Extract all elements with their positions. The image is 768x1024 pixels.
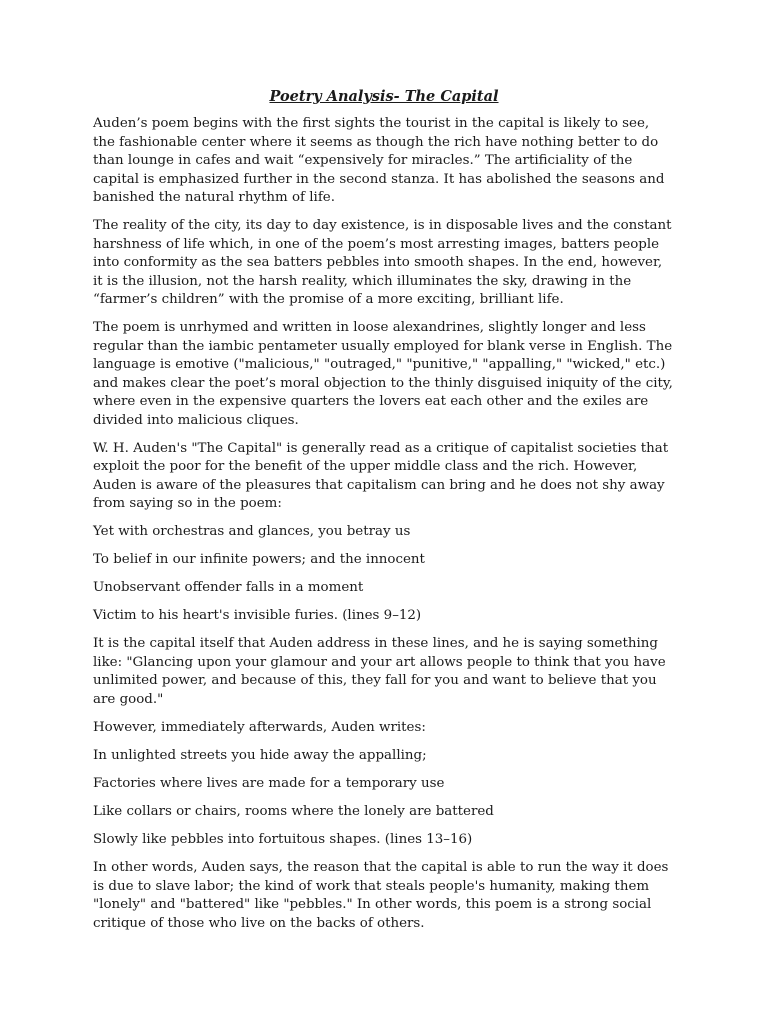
quote-line: Factories where lives are made for a temporary use — [93, 775, 445, 791]
quote-line: Unobservant offender falls in a moment — [93, 580, 364, 596]
quote-line: Victim to his heart's invisible furies. (lines 9–12) — [93, 608, 422, 624]
quote-line: Like collars or chairs, rooms where the lonely are battered — [93, 803, 494, 819]
quote-line: Slowly like pebbles into fortuitous shapes. (lines 13–16) — [93, 832, 473, 847]
paragraph-critique: W. H. Auden's "The Capital" is generally read as a critique of capitalist societies that exploit the poor for the benefit of the upper middle class and the rich. However, Auden is aware of the pleasures that capitalism can bring and he does not shy away from saying so in the poem: — [93, 440, 669, 512]
transition-line: However, immediately afterwards, Auden writes: — [93, 719, 426, 735]
quote-line: In unlighted streets you hide away the appalling; — [93, 747, 427, 763]
paragraph-form: The poem is unrhymed and written in loose alexandrines, slightly longer and less regular than the iambic pentameter usually employed for blank verse in English. The language is emotive ("malicious," "outraged," "punitive," "appalling," "wicked," etc.) and makes clear the poet’s moral objection to the thinly disguised iniquity of the city, where even in the expensive quarters the lovers eat each other and the exiles are divided into malicious cliques. — [93, 319, 673, 428]
quote-line: To belief in our infinite powers; and the innocent — [93, 551, 425, 567]
quote-line: Yet with orchestras and glances, you betray us — [93, 523, 411, 539]
paragraph-reality: The reality of the city, its day to day existence, is in disposable lives and the constant harshness of life which, in one of the poem’s most arresting images, batters people into conformity as the sea batters pebbles into smooth shapes. In the end, however, it is the illusion, not the harsh reality, which illuminates the sky, drawing in the “farmer’s children” with the promise of a more exciting, brilliant life. — [93, 217, 672, 308]
document-page — [93, 87, 675, 942]
paragraph-interpretation: It is the capital itself that Auden address in these lines, and he is saying something like: "Glancing upon your glamour and your art allows people to think that you have unlimited power, and because of this, they fall for you and want to believe that you are good." — [93, 636, 666, 708]
document-title: Poetry Analysis- The Capital — [269, 88, 499, 105]
paragraph-opening: Auden’s poem begins with the first sights the tourist in the capital is likely to see, the fashionable center where it seems as though the rich have nothing better to do than lounge in cafes and wait “expensively for miracles.” The artificiality of the capital is emphasized further in the second stanza. It has abolished the seasons and banished the natural rhythm of life. — [93, 116, 665, 206]
paragraph-conclusion: In other words, Auden says, the reason that the capital is able to run the way it does is due to slave labor; the kind of work that steals people's humanity, making them "lonely" and "battered" like "pebbles." In other words, this poem is a strong social critique of those who live on the backs of others. — [93, 860, 669, 931]
